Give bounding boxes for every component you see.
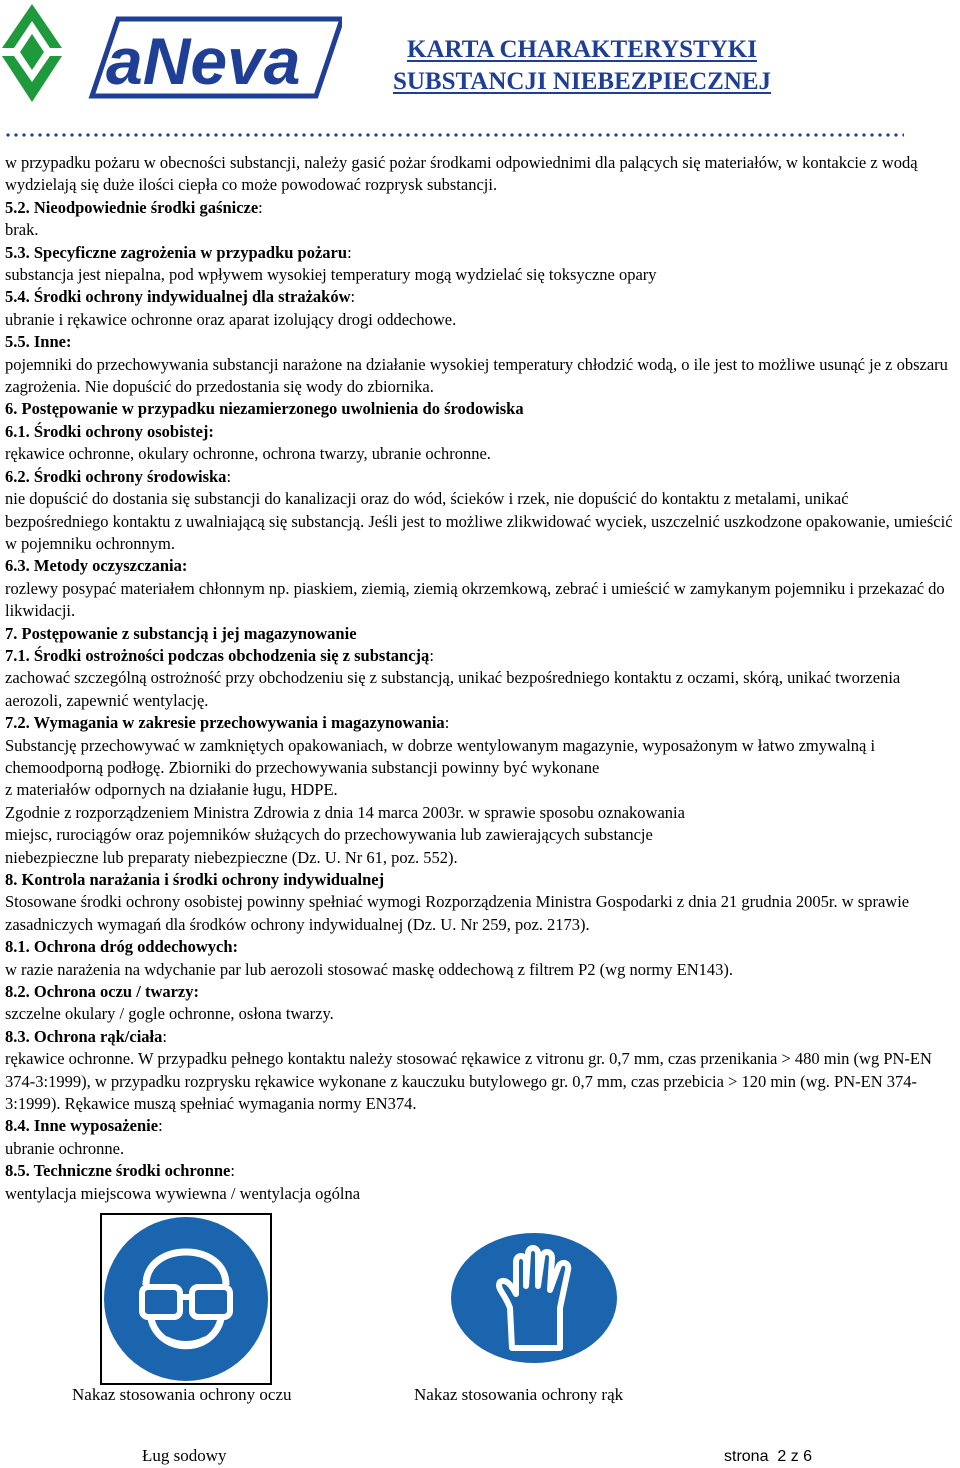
paragraph: pojemniki do przechowywania substancji narażone na działanie wysokiej temperatury chłodzić wodą, o ile jest to możliwe usunąć je z obszaru zagrożenia. Nie dopuścić do przedostania się wody do zbiornika. — [5, 354, 948, 397]
section-heading: 5.4. Środki ochrony indywidualnej dla strażaków — [5, 287, 351, 307]
aneva-logo-icon — [2, 4, 342, 106]
page-header — [0, 0, 960, 135]
section-5-3: 5.3. Specyficzne zagrożenia w przypadku pożaru: — [5, 242, 352, 262]
section-heading: 8.2. Ochrona oczu / twarzy: — [5, 982, 199, 1002]
footer-product-name: Ług sodowy — [142, 1446, 227, 1465]
paragraph: wentylacja miejscowa wywiewna / wentylacja ogólna — [5, 1183, 361, 1203]
section-heading: 8. Kontrola narażania i środki ochrony indywidualnej — [5, 870, 385, 889]
page-value: 2 z 6 — [777, 1448, 813, 1465]
section-heading: 5.5. Inne: — [5, 332, 72, 352]
paragraph: brak. — [5, 220, 39, 240]
section-heading: 8.5. Techniczne środki ochronne — [5, 1161, 231, 1181]
paragraph: rękawice ochronne. W przypadku pełnego kontaktu należy stosować rękawice z vitronu gr. 0,7 mm, czas przenikania > 480 min (wg PN-EN 374-3:1999), w przypadku rozprysku rękawice wykonane z kauczuku butylowego gr. 0,7 mm, czas przebicia > 120 min (wg. PN-EN 374- 3:1999). Rękawice muszą spełniać wymagania normy EN374. — [5, 1049, 932, 1114]
section-heading: 6.1. Środki ochrony osobistej: — [5, 421, 214, 441]
hand-protection-icon — [450, 1232, 618, 1364]
footer-page-number — [724, 1448, 812, 1466]
section-8-3: 8.3. Ochrona rąk/ciała: — [5, 1026, 167, 1046]
eye-protection-icon — [100, 1213, 272, 1385]
section-heading: 5.3. Specyficzne zagrożenia w przypadku pożaru — [5, 242, 348, 262]
section-8-5: 8.5. Techniczne środki ochronne: — [5, 1161, 235, 1181]
paragraph: szczelne okulary / gogle ochronne, osłona twarzy. — [5, 1004, 334, 1024]
paragraph: w przypadku pożaru w obecności substancji, należy gasić pożar środkami odpowiednimi dla palących się materiałów, w kontakcie z wodą wydzielają się duże ilości ciepła co może powodować rozprysk substancji. — [5, 153, 918, 195]
paragraph: nie dopuścić do dostania się substancji do kanalizacji oraz do wód, ścieków i rzek, nie dopuścić do kontaktu z metalami, unikać bezpośredniego kontaktu z uwalniającą się substancją. Jeśli jest to możliwe zlikwidować wyciek, uszczelnić uszkodzone opakowanie, umieścić w pojemniku ochronnym. — [5, 489, 953, 553]
paragraph: miejsc, rurociągów oraz pojemników służących do przechowywania lub zawierających substancje — [5, 825, 653, 845]
section-5-2: 5.2. Nieodpowiednie środki gaśnicze: — [5, 197, 263, 217]
page-label: strona — [724, 1448, 769, 1465]
paragraph: niebezpieczne lub preparaty niebezpieczne (Dz. U. Nr 61, poz. 552). — [5, 847, 458, 867]
section-heading: 8.1. Ochrona dróg oddechowych: — [5, 937, 238, 957]
paragraph: ubranie ochronne. — [5, 1138, 125, 1158]
section-heading: 8.3. Ochrona rąk/ciała — [5, 1026, 163, 1046]
section-heading: 5.2. Nieodpowiednie środki gaśnicze — [5, 197, 259, 217]
section-heading: 7. Postępowanie z substancją i jej magazynowanie — [5, 623, 357, 643]
eye-protection-caption: Nakaz stosowania ochrony oczu — [72, 1385, 292, 1404]
paragraph: w razie narażenia na wdychanie par lub aerozoli stosować maskę oddechową z filtrem P2 (wg normy EN143). — [5, 959, 734, 979]
paragraph: z materiałów odpornych na działanie ługu, HDPE. — [5, 780, 338, 800]
paragraph: rękawice ochronne, okulary ochronne, ochrona twarzy, ubranie ochronne. — [5, 444, 491, 464]
paragraph: rozlewy posypać materiałem chłonnym np. piaskiem, ziemią, ziemią okrzemkową, zebrać i umieścić w zamykanym pojemniku i przekazać do likwidacji. — [5, 578, 945, 621]
section-heading: 7.2. Wymagania w zakresie przechowywania i magazynowania — [5, 713, 445, 733]
logo-wordmark: aNeva — [106, 24, 301, 98]
section-heading: 7.1. Środki ostrożności podczas obchodzenia się z substancją — [5, 645, 430, 665]
hand-protection-pictogram — [450, 1232, 618, 1364]
aneva-logo — [2, 4, 342, 111]
paragraph: Stosowane środki ochrony osobistej powinny spełniać wymogi Rozporządzenia Ministra Gospodarki z dnia 21 grudnia 2005r. w sprawie zasadniczych wymagań dla środków ochrony indywidualnej (Dz. U. Nr 259, poz. 2173). — [5, 892, 910, 934]
section-heading: 6.3. Metody oczyszczania: — [5, 556, 188, 576]
section-7-1: 7.1. Środki ostrożności podczas obchodzenia się z substancją: — [5, 645, 434, 665]
section-6-2: 6.2. Środki ochrony środowiska: — [5, 466, 232, 486]
eye-protection-pictogram — [100, 1213, 272, 1385]
section-5-4: 5.4. Środki ochrony indywidualnej dla strażaków: — [5, 287, 356, 307]
section-8-4: 8.4. Inne wyposażenie: — [5, 1116, 163, 1136]
section-heading: 8.4. Inne wyposażenie — [5, 1116, 159, 1136]
hand-protection-caption: Nakaz stosowania ochrony rąk — [414, 1385, 624, 1404]
paragraph: ubranie i rękawice ochronne oraz aparat izolujący drogi oddechowe. — [5, 309, 457, 329]
title-line-2: SUBSTANCJI NIEBEZPIECZNEJ — [392, 68, 772, 95]
title-line-1: KARTA CHARAKTERYSTYKI — [407, 36, 757, 63]
header-dotted-divider — [4, 132, 904, 138]
document-title — [342, 34, 822, 98]
paragraph: Substancję przechowywać w zamkniętych opakowaniach, w dobrze wentylowanym magazynie, wyposażonym w łatwo zmywalną i chemoodporną podłogę. Zbiorniki do przechowywania substancji powinny być wykonane — [5, 735, 876, 777]
paragraph: Zgodnie z rozporządzeniem Ministra Zdrowia z dnia 14 marca 2003r. w sprawie sposobu oznakowania — [5, 802, 685, 822]
section-heading: 6.2. Środki ochrony środowiska — [5, 466, 227, 486]
section-7-2: 7.2. Wymagania w zakresie przechowywania i magazynowania: — [5, 713, 450, 733]
paragraph: zachować szczególną ostrożność przy obchodzeniu się z substancją, unikać bezpośredniego kontaktu z oczami, skórą, unikać tworzenia aerozoli, zapewnić wentylację. — [5, 668, 901, 710]
document-body — [5, 152, 955, 1205]
paragraph: substancja jest niepalna, pod wpływem wysokiej temperatury mogą wydzielać się toksyczne opary — [5, 265, 657, 285]
section-heading: 6. Postępowanie w przypadku niezamierzonego uwolnienia do środowiska — [5, 399, 524, 419]
ppe-pictograms — [0, 1210, 960, 1410]
